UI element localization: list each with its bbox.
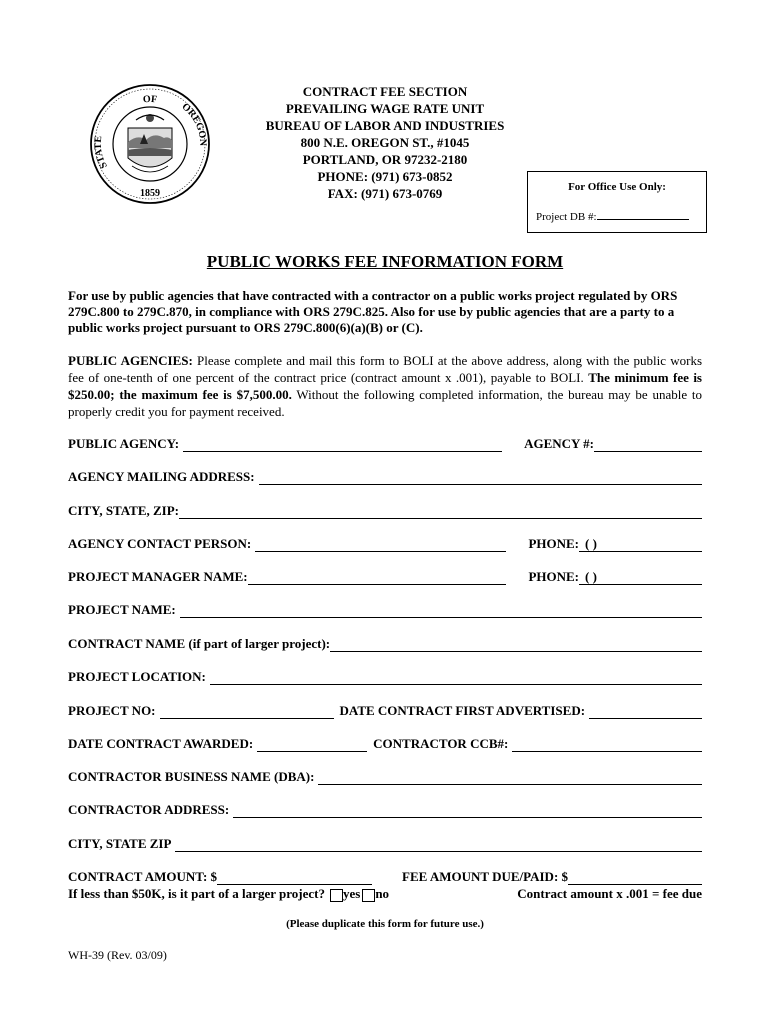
header-line: BUREAU OF LABOR AND INDUSTRIES	[265, 118, 505, 133]
seal-year: 1859	[140, 188, 160, 199]
form-number: WH-39 (Rev. 03/09)	[68, 948, 167, 962]
date-awarded-field[interactable]	[257, 739, 367, 752]
city-state-zip-label: CITY, STATE, ZIP:	[68, 503, 180, 518]
mailing-address-label: AGENCY MAILING ADDRESS:	[68, 469, 255, 484]
contract-amount-row	[68, 869, 702, 885]
date-awarded-label: DATE CONTRACT AWARDED:	[68, 736, 254, 751]
contractor-ccb-label: CONTRACTOR CCB#:	[373, 736, 509, 751]
date-advertised-field[interactable]	[589, 706, 702, 719]
project-name-row	[68, 602, 702, 618]
project-manager-row	[68, 569, 702, 585]
intro-paragraph: For use by public agencies that have contracted with a contractor on a public works project regulated by ORS 279C.800 to 279C.870, in compliance with ORS 279C.825. Also for use by public agencies that are a party to a public works project pursuant to ORS 279C.800(6)(a)(B) or (C).	[68, 288, 678, 335]
agencies-label: PUBLIC AGENCIES:	[68, 353, 193, 368]
date-awarded-row	[68, 736, 702, 752]
project-db-label: Project DB #:	[536, 211, 597, 223]
agencies-text: Please complete and mail this form to BOLI at the above address, along with the public works fee of one-tenth of one percent of the contract price (contract amount x .001), payable to BOLI.	[68, 353, 703, 385]
contractor-city-field[interactable]	[175, 839, 702, 852]
larger-project-row	[68, 886, 702, 902]
contact-person-label: AGENCY CONTACT PERSON:	[68, 536, 252, 551]
project-location-label: PROJECT LOCATION:	[68, 669, 206, 684]
office-use-title: For Office Use Only:	[568, 181, 666, 193]
office-use-box	[527, 171, 707, 233]
project-number-row	[68, 703, 702, 719]
contractor-city-label: CITY, STATE ZIP	[68, 836, 172, 851]
mailing-address-field[interactable]	[259, 472, 702, 485]
contractor-business-row	[68, 769, 702, 785]
contractor-city-row	[68, 836, 702, 852]
manager-phone-field[interactable]: ( )	[579, 570, 702, 585]
contractor-business-field[interactable]	[318, 772, 702, 785]
form-title: PUBLIC WORKS FEE INFORMATION FORM	[206, 252, 564, 271]
project-location-row	[68, 669, 702, 685]
contract-amount-label: CONTRACT AMOUNT: $	[68, 869, 218, 884]
header-line: FAX: (971) 673-0769	[327, 186, 443, 201]
public-agency-row	[68, 436, 702, 452]
svg-text:OREGON	[180, 101, 209, 147]
agencies-paragraph	[68, 352, 702, 420]
fee-formula: Contract amount x .001 = fee due	[517, 886, 702, 901]
duplicate-note: (Please duplicate this form for future use.)	[286, 918, 484, 930]
header-line: 800 N.E. OREGON ST., #1045	[300, 135, 470, 150]
project-name-field[interactable]	[180, 605, 702, 618]
contractor-ccb-field[interactable]	[512, 739, 702, 752]
city-state-zip-row	[68, 503, 702, 519]
svg-text:OF	[143, 94, 158, 106]
fee-amount-field[interactable]	[568, 872, 702, 885]
larger-project-question: If less than $50K, is it part of a larger project?	[68, 886, 325, 901]
header-line: CONTRACT FEE SECTION	[302, 84, 468, 99]
contractor-address-row	[68, 802, 702, 818]
agencies-text-end: Without the following completed information, the bureau may be unable to properly credit you for payment received.	[68, 387, 702, 419]
public-agency-label: PUBLIC AGENCY:	[68, 436, 180, 451]
contractor-address-label: CONTRACTOR ADDRESS:	[68, 802, 230, 817]
contractor-business-label: CONTRACTOR BUSINESS NAME (DBA):	[68, 769, 315, 784]
project-number-label: PROJECT NO:	[68, 703, 156, 718]
header-line: PORTLAND, OR 97232-2180	[302, 152, 468, 167]
phone-label: PHONE:	[528, 536, 579, 551]
contact-person-field[interactable]	[255, 539, 506, 552]
yes-label: yes	[342, 886, 361, 901]
yes-checkbox[interactable]	[330, 889, 343, 902]
contract-amount-field[interactable]	[217, 872, 372, 885]
agency-header	[245, 83, 525, 202]
contract-name-field[interactable]	[330, 639, 702, 652]
public-agency-field[interactable]	[183, 439, 502, 452]
contact-phone-field[interactable]: ( )	[579, 537, 702, 552]
project-manager-label: PROJECT MANAGER NAME:	[68, 569, 248, 584]
header-line: PHONE: (971) 673-0852	[317, 169, 453, 184]
seal-left-text: STATE	[92, 135, 110, 171]
phone-label: PHONE:	[528, 569, 579, 584]
fee-limits-text: The minimum fee is $250.00; the maximum fee is $7,500.00.	[68, 370, 702, 402]
project-manager-field[interactable]	[248, 572, 507, 585]
date-advertised-label: DATE CONTRACT FIRST ADVERTISED:	[339, 703, 586, 718]
project-number-field[interactable]	[160, 706, 334, 719]
city-state-zip-field[interactable]	[179, 506, 702, 519]
project-db-field[interactable]	[536, 208, 689, 223]
fee-amount-label: FEE AMOUNT DUE/PAID: $	[402, 869, 569, 884]
no-checkbox[interactable]	[362, 889, 375, 902]
agency-number-field[interactable]	[594, 439, 702, 452]
header-line: PREVAILING WAGE RATE UNIT	[285, 101, 485, 116]
contract-name-label: CONTRACT NAME (if part of larger project):	[68, 636, 331, 651]
no-label: no	[375, 886, 390, 901]
project-name-label: PROJECT NAME:	[68, 602, 176, 617]
project-location-field[interactable]	[210, 672, 702, 685]
agency-number-label: AGENCY #:	[524, 436, 594, 451]
seal-top-text: OF	[142, 93, 158, 106]
state-seal-logo	[88, 82, 212, 206]
seal-right-text: OREGON	[179, 101, 209, 147]
mailing-address-row	[68, 469, 702, 485]
contact-person-row	[68, 536, 702, 552]
contractor-address-field[interactable]	[233, 805, 702, 818]
contract-name-row	[68, 636, 702, 652]
project-db-blank[interactable]	[597, 208, 689, 220]
